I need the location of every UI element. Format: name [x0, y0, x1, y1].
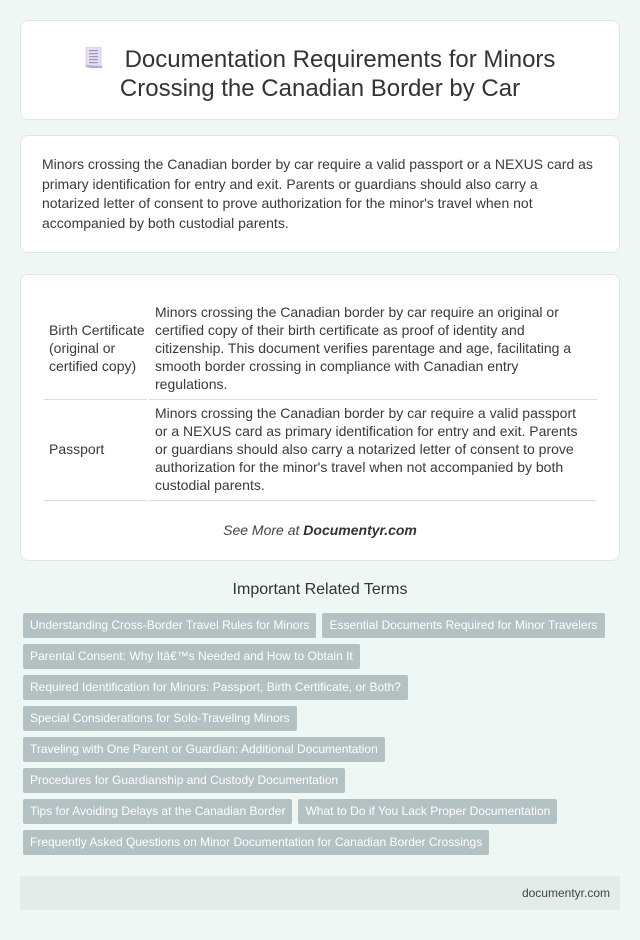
related-term-tag[interactable]: Parental Consent: Why Itâ€™s Needed and How to Obtain It	[23, 644, 360, 669]
document-description: Minors crossing the Canadian border by car require an original or certified copy of their birth certificate as proof of identity and citizenship. This document verifies parentage and age, facilitating a smooth border crossing in compliance with Canadian entry regulations.	[149, 299, 597, 400]
page-title	[21, 45, 619, 103]
document-description: Minors crossing the Canadian border by car require a valid passport or a NEXUS card as primary identification for entry and exit. Parents or guardians should also carry a notarized letter of consent to prove authorization for the minor's travel when not accompanied by both custodial parents.	[149, 400, 597, 501]
related-term-tag[interactable]: Essential Documents Required for Minor Travelers	[322, 613, 604, 638]
footer	[20, 876, 620, 910]
related-term-tag[interactable]: Tips for Avoiding Delays at the Canadian Border	[23, 799, 292, 824]
table-row	[44, 400, 597, 501]
summary-text: Minors crossing the Canadian border by car require a valid passport or a NEXUS card as primary identification for entry and exit. Parents or guardians should also carry a notarized letter of consent to prove authorization for the minor's travel when not accompanied by both custodial parents.	[42, 156, 593, 231]
related-terms-heading: Important Related Terms	[232, 581, 408, 598]
related-term-tag[interactable]: Understanding Cross-Border Travel Rules for Minors	[23, 613, 316, 638]
related-term-tag[interactable]: Frequently Asked Questions on Minor Documentation for Canadian Border Crossings	[23, 830, 489, 855]
see-more-site[interactable]: Documentyr.com	[303, 522, 417, 538]
title-line-1: Documentation Requirements for Minors	[124, 46, 556, 73]
see-more-prefix: See More at	[223, 522, 304, 538]
document-label: Birth Certificate (original or certified copy)	[44, 299, 147, 400]
summary-card	[20, 135, 620, 253]
title-line-2: Crossing the Canadian Border by Car	[119, 75, 521, 102]
related-term-tag[interactable]: Procedures for Guardianship and Custody Documentation	[23, 768, 345, 793]
footer-site-link[interactable]: documentyr.com	[521, 886, 610, 900]
documents-table	[42, 299, 599, 501]
related-terms-list	[23, 613, 613, 855]
documents-table-card	[20, 274, 620, 561]
document-icon	[85, 47, 103, 69]
header-card	[20, 20, 620, 120]
related-term-tag[interactable]: Traveling with One Parent or Guardian: Additional Documentation	[23, 737, 385, 762]
related-term-tag[interactable]: Special Considerations for Solo-Traveling Minors	[23, 706, 297, 731]
document-label: Passport	[44, 400, 147, 501]
see-more-link[interactable]	[21, 522, 619, 538]
related-term-tag[interactable]: What to Do if You Lack Proper Documentation	[298, 799, 557, 824]
table-row	[44, 299, 597, 400]
related-term-tag[interactable]: Required Identification for Minors: Passport, Birth Certificate, or Both?	[23, 675, 408, 700]
